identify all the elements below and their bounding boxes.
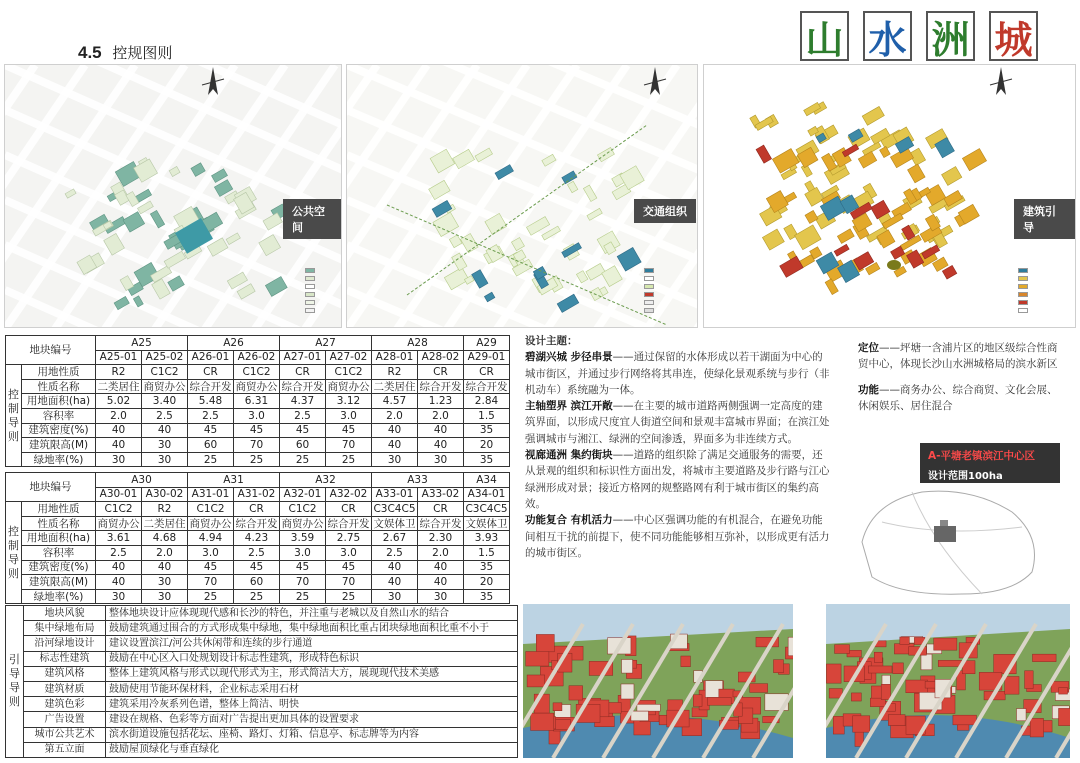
table-cell: C1C2 xyxy=(142,365,188,380)
table-row xyxy=(6,473,510,488)
plot-group: A33 xyxy=(372,473,464,488)
table-row xyxy=(6,712,518,727)
table-cell: 4.57 xyxy=(372,394,418,409)
control-table-a30-a34 xyxy=(5,472,510,604)
site-name: A-平塘老镇滨江中心区 xyxy=(928,450,1035,462)
row-label: 建筑密度(%) xyxy=(22,560,96,575)
logo xyxy=(800,11,1038,61)
table-cell: 70 xyxy=(234,438,280,453)
logo-char-shan: 山 xyxy=(800,11,849,61)
guide-row-label: 集中绿地布局 xyxy=(24,621,106,636)
table-cell: 35 xyxy=(464,452,510,467)
guide-row-text: 建筑采用冷灰系列色谱，整体上简洁、明快 xyxy=(106,697,518,712)
plot-id: A26-02 xyxy=(234,350,280,365)
plot-id: A25-02 xyxy=(142,350,188,365)
table-cell: 25 xyxy=(280,452,326,467)
table-cell: C1C2 xyxy=(96,502,142,517)
table-cell: 40 xyxy=(418,575,464,590)
table-cell: 综合开发 xyxy=(465,380,508,393)
table-cell: C3C4C5 xyxy=(465,502,508,515)
table-row xyxy=(6,438,510,453)
table-cell: 30 xyxy=(96,452,142,467)
table-cell: 40 xyxy=(418,423,464,438)
table-cell: 3.0 xyxy=(188,545,234,560)
table-cell: 文娱体卫 xyxy=(465,517,508,530)
table-row xyxy=(6,589,510,604)
table-row xyxy=(6,423,510,438)
map-public-space xyxy=(4,64,342,328)
design-theme-item: 功能复合 有机活力——中心区强调功能的有机混合，在避免功能间相互干扰的前提下，使不同功能能够相互弥补，以形成更有活力的城市街区。 xyxy=(525,514,830,559)
table-cell: R2 xyxy=(142,502,188,517)
table-cell: 30 xyxy=(372,452,418,467)
table-row xyxy=(6,545,510,560)
table-cell: 40 xyxy=(418,560,464,575)
table-cell: 30 xyxy=(142,438,188,453)
table-cell: 3.0 xyxy=(280,545,326,560)
section-number: 4.5 xyxy=(78,43,102,62)
table-row xyxy=(6,336,510,351)
map-legend xyxy=(1018,267,1028,315)
render-image-right xyxy=(826,604,1070,758)
table-cell: 2.0 xyxy=(418,408,464,423)
guide-side-label: 引导导则 xyxy=(6,606,24,758)
site-box xyxy=(920,443,1060,483)
table-cell: 1.23 xyxy=(418,394,464,409)
table-row xyxy=(6,560,510,575)
table-cell: 25 xyxy=(188,452,234,467)
guide-row-label: 建筑色彩 xyxy=(24,697,106,712)
guide-row-text: 鼓励建筑通过围合的方式形成集中绿地，集中绿地面积比重占团块绿地面积比重不小于 xyxy=(106,621,518,636)
table-row xyxy=(6,394,510,409)
plot-group: A26 xyxy=(188,336,280,351)
table-cell: 2.5 xyxy=(142,408,188,423)
table-cell: 2.0 xyxy=(96,408,142,423)
plot-id: A33-01 xyxy=(372,487,418,502)
table-row xyxy=(6,575,510,590)
table-cell: 二类居住 xyxy=(97,380,140,393)
plot-group: A25 xyxy=(96,336,188,351)
map-traffic xyxy=(346,64,698,328)
table-cell: 45 xyxy=(188,560,234,575)
guide-row-text: 鼓励屋顶绿化与垂直绿化 xyxy=(106,742,518,757)
guide-row-label: 地块风貌 xyxy=(24,606,106,621)
logo-char-zhou: 洲 xyxy=(926,11,975,61)
table-cell: 商贸办公 xyxy=(143,380,186,393)
row-label: 用地性质 xyxy=(22,365,96,380)
table-cell: 20 xyxy=(464,575,510,590)
plot-id: A28-01 xyxy=(372,350,418,365)
control-side-label: 控制导则 xyxy=(6,502,22,604)
table-cell: 2.5 xyxy=(372,545,418,560)
table-cell: 60 xyxy=(234,575,280,590)
plot-group: A34 xyxy=(464,473,510,488)
table-cell: 2.67 xyxy=(372,531,418,546)
table-cell: 3.61 xyxy=(96,531,142,546)
table-row xyxy=(6,408,510,423)
table-cell: CR xyxy=(326,502,372,517)
table-cell: 30 xyxy=(142,452,188,467)
table-cell: 25 xyxy=(234,452,280,467)
logo-char-cheng: 城 xyxy=(989,11,1038,61)
table-row xyxy=(6,742,518,757)
guide-row-text: 建议设置滨江/河公共休闲带和连续的步行通道 xyxy=(106,636,518,651)
guide-row-text: 整体地块设计应体现现代感和长沙的特色，并注重与老城以及自然山水的结合 xyxy=(106,606,518,621)
table-cell: 4.23 xyxy=(234,531,280,546)
plot-id: A29-01 xyxy=(464,350,510,365)
plot-number-label: 地块编号 xyxy=(6,336,96,365)
table-cell: 70 xyxy=(280,575,326,590)
table-cell: 2.5 xyxy=(96,545,142,560)
table-cell: 商贸办公 xyxy=(281,517,324,530)
table-cell: 二类居住 xyxy=(373,380,416,393)
row-label: 建筑密度(%) xyxy=(22,423,96,438)
guide-row-label: 城市公共艺术 xyxy=(24,727,106,742)
plot-group: A31 xyxy=(188,473,280,488)
row-label: 用地面积(ha) xyxy=(22,531,96,546)
table-cell: 25 xyxy=(326,452,372,467)
plot-id: A28-02 xyxy=(418,350,464,365)
plot-id: A32-01 xyxy=(280,487,326,502)
north-arrow-icon xyxy=(640,65,670,105)
table-cell: 70 xyxy=(326,438,372,453)
guide-row-label: 第五立面 xyxy=(24,742,106,757)
row-label: 用地面积(ha) xyxy=(22,394,96,409)
public-space-plan xyxy=(5,65,342,328)
table-cell: 45 xyxy=(188,423,234,438)
north-arrow-icon xyxy=(198,65,228,105)
table-cell: 2.0 xyxy=(418,545,464,560)
table-row xyxy=(6,727,518,742)
table-cell: C1C2 xyxy=(234,365,280,380)
map-building-guidance xyxy=(703,64,1076,328)
table-cell: 40 xyxy=(96,438,142,453)
table-cell: 2.5 xyxy=(188,408,234,423)
row-label: 建筑限高(M) xyxy=(22,575,96,590)
table-cell: 30 xyxy=(418,452,464,467)
plot-id: A25-01 xyxy=(96,350,142,365)
design-theme-item: 碧湖兴城 步径串景——通过保留的水体形成以若干湖面为中心的城市街区，并通过步行网络将其串连，使绿化景观系统与步行（非机动车）系统融为一体。 xyxy=(525,351,830,396)
plot-id: A26-01 xyxy=(188,350,234,365)
table-cell: 60 xyxy=(188,438,234,453)
site-range: 设计范围100ha xyxy=(928,471,1003,482)
plot-group: A29 xyxy=(464,336,510,351)
table-cell: 2.5 xyxy=(280,408,326,423)
map-label-traffic: 交通组织 xyxy=(634,199,696,223)
table-cell: CR xyxy=(418,502,464,517)
table-cell: 商贸办公 xyxy=(327,380,370,393)
plot-group: A27 xyxy=(280,336,372,351)
table-cell: 40 xyxy=(96,560,142,575)
guide-row-text: 建设在规格、色彩等方面对广告提出更加具体的设置要求 xyxy=(106,712,518,727)
table-cell: 70 xyxy=(188,575,234,590)
table-row xyxy=(6,621,518,636)
table-cell: 综合开发 xyxy=(281,380,324,393)
table-cell: 3.40 xyxy=(142,394,188,409)
table-cell: 20 xyxy=(464,438,510,453)
table-row xyxy=(6,636,518,651)
table-cell: 综合开发 xyxy=(235,517,278,530)
table-cell: 4.68 xyxy=(142,531,188,546)
table-cell: 3.0 xyxy=(326,545,372,560)
table-cell: C3C4C5 xyxy=(373,502,416,515)
table-cell: 综合开发 xyxy=(189,380,232,393)
row-label: 绿地率(%) xyxy=(22,452,96,467)
table-row xyxy=(6,531,510,546)
plot-number-label: 地块编号 xyxy=(6,473,96,502)
guide-row-label: 建筑风格 xyxy=(24,666,106,681)
table-cell: R2 xyxy=(96,365,142,380)
table-cell: 3.12 xyxy=(326,394,372,409)
plot-id: A32-02 xyxy=(326,487,372,502)
table-cell: 1.5 xyxy=(464,545,510,560)
table-cell: 2.84 xyxy=(464,394,510,409)
table-cell: CR xyxy=(280,365,326,380)
table-cell: 商贸办公 xyxy=(189,517,232,530)
table-cell: 40 xyxy=(372,438,418,453)
render-image-left xyxy=(523,604,793,758)
table-cell: 二类居住 xyxy=(143,517,186,530)
table-cell: 5.48 xyxy=(188,394,234,409)
plot-id: A34-01 xyxy=(464,487,510,502)
table-cell: 30 xyxy=(418,589,464,604)
table-cell: 综合开发 xyxy=(419,517,462,530)
table-cell: 45 xyxy=(280,423,326,438)
table-cell: CR xyxy=(418,365,464,380)
table-cell: 40 xyxy=(372,575,418,590)
plot-id: A27-01 xyxy=(280,350,326,365)
table-row xyxy=(6,365,510,380)
map-legend xyxy=(305,267,315,315)
table-cell: 35 xyxy=(464,589,510,604)
section-title xyxy=(78,42,172,63)
guide-row-text: 鼓励使用节能环保材料，企业标志采用石材 xyxy=(106,681,518,696)
table-cell: C1C2 xyxy=(280,502,326,517)
table-cell: 4.94 xyxy=(188,531,234,546)
table-cell: 25 xyxy=(188,589,234,604)
plot-id: A31-01 xyxy=(188,487,234,502)
map-label-building: 建筑引导 xyxy=(1014,199,1075,239)
table-cell: 商贸办公 xyxy=(235,380,278,393)
table-cell: 4.37 xyxy=(280,394,326,409)
table-row xyxy=(6,651,518,666)
table-cell: 2.0 xyxy=(372,408,418,423)
row-label: 用地性质 xyxy=(22,502,96,517)
table-cell: 35 xyxy=(464,423,510,438)
guide-row-text: 鼓励在中心区入口处规划设计标志性建筑，形成特色标识 xyxy=(106,651,518,666)
table-row xyxy=(6,606,518,621)
table-cell: C1C2 xyxy=(188,502,234,517)
table-cell: 商贸办公 xyxy=(97,517,140,530)
row-label: 性质名称 xyxy=(22,379,96,394)
control-table-a25-a29 xyxy=(5,335,510,467)
map-legend xyxy=(644,267,654,315)
guide-row-label: 广告设置 xyxy=(24,712,106,727)
table-cell: 45 xyxy=(234,423,280,438)
table-cell: 2.0 xyxy=(142,545,188,560)
guide-row-label: 标志性建筑 xyxy=(24,651,106,666)
guide-row-label: 沿河绿地设计 xyxy=(24,636,106,651)
positioning xyxy=(858,340,1063,414)
table-cell: 40 xyxy=(142,560,188,575)
design-theme-title: 设计主题： xyxy=(525,335,578,347)
table-cell: 1.5 xyxy=(464,408,510,423)
table-cell: 30 xyxy=(372,589,418,604)
table-cell: 3.93 xyxy=(464,531,510,546)
table-cell: 25 xyxy=(280,589,326,604)
design-theme xyxy=(525,333,833,561)
guide-table xyxy=(5,605,518,758)
guide-row-text: 整体上建筑风格与形式以现代形式为主，形式简洁大方，展现现代技术美感 xyxy=(106,666,518,681)
logo-char-shui: 水 xyxy=(863,11,912,61)
table-row xyxy=(6,666,518,681)
table-cell: CR xyxy=(234,502,280,517)
table-row xyxy=(6,516,510,531)
table-row xyxy=(6,697,518,712)
control-side-label: 控制导则 xyxy=(6,365,22,467)
map-label-public-space: 公共空间 xyxy=(283,199,341,239)
table-cell: 综合开发 xyxy=(327,517,370,530)
guide-row-text: 滨水街道设施包括花坛、座椅、路灯、灯箱、信息亭、标志牌等为内容 xyxy=(106,727,518,742)
table-cell: 40 xyxy=(96,575,142,590)
positioning-text: 定位——坪塘一含浦片区的地区级综合性商贸中心，体现长沙山水洲城格局的滨水新区 xyxy=(858,342,1058,371)
plot-group: A30 xyxy=(96,473,188,488)
table-cell: 2.75 xyxy=(326,531,372,546)
table-cell: R2 xyxy=(372,365,418,380)
table-cell: 45 xyxy=(326,560,372,575)
table-row xyxy=(6,681,518,696)
function-text: 功能——商务办公、综合商贸、文化会展、休闲娱乐、居住混合 xyxy=(858,383,1058,412)
table-cell: 40 xyxy=(96,423,142,438)
table-cell: 45 xyxy=(280,560,326,575)
table-cell: 40 xyxy=(372,423,418,438)
table-cell: 3.59 xyxy=(280,531,326,546)
row-label: 容积率 xyxy=(22,408,96,423)
table-cell: 35 xyxy=(464,560,510,575)
plot-id: A30-02 xyxy=(142,487,188,502)
table-cell: 文娱体卫 xyxy=(373,517,416,530)
row-label: 建筑限高(M) xyxy=(22,438,96,453)
section-title-text: 控规图则 xyxy=(112,44,173,62)
plot-group: A28 xyxy=(372,336,464,351)
row-label: 绿地率(%) xyxy=(22,589,96,604)
table-cell: 40 xyxy=(142,423,188,438)
table-cell: 45 xyxy=(234,560,280,575)
table-cell: 30 xyxy=(96,589,142,604)
plot-id: A31-02 xyxy=(234,487,280,502)
row-label: 性质名称 xyxy=(22,516,96,531)
row-label: 容积率 xyxy=(22,545,96,560)
table-cell: 3.0 xyxy=(234,408,280,423)
table-cell: 6.31 xyxy=(234,394,280,409)
table-row xyxy=(6,502,510,517)
table-row xyxy=(6,452,510,467)
table-cell: 25 xyxy=(234,589,280,604)
table-row xyxy=(6,379,510,394)
table-cell: 2.30 xyxy=(418,531,464,546)
table-cell: 30 xyxy=(142,589,188,604)
table-cell: 40 xyxy=(372,560,418,575)
plot-id: A33-02 xyxy=(418,487,464,502)
design-theme-item: 主轴塑界 滨江开敞——在主要的城市道路两侧强调一定高度的建筑界面，以形成尺度宜人街道空间和景观丰富城市界面；在滨江处强调城市与湘江、绿洲的空间渗透，界面多为非连续方式。 xyxy=(525,400,830,445)
table-cell: 综合开发 xyxy=(419,380,462,393)
table-cell: CR xyxy=(188,365,234,380)
table-cell: 60 xyxy=(280,438,326,453)
table-cell: CR xyxy=(464,365,510,380)
table-cell: 40 xyxy=(418,438,464,453)
table-cell: 2.5 xyxy=(234,545,280,560)
table-cell: 3.0 xyxy=(326,408,372,423)
location-map xyxy=(842,482,1062,600)
north-arrow-icon xyxy=(986,65,1016,105)
table-cell: C1C2 xyxy=(326,365,372,380)
table-cell: 45 xyxy=(326,423,372,438)
table-cell: 5.02 xyxy=(96,394,142,409)
table-cell: 70 xyxy=(326,575,372,590)
table-cell: 30 xyxy=(142,575,188,590)
guide-row-label: 建筑材质 xyxy=(24,681,106,696)
plot-id: A27-02 xyxy=(326,350,372,365)
table-cell: 25 xyxy=(326,589,372,604)
plot-id: A30-01 xyxy=(96,487,142,502)
plot-group: A32 xyxy=(280,473,372,488)
design-theme-item: 视廊通洲 集约街块——道路的组织除了满足交通服务的需要，还从景观的组织和标识性方面出发，将城市主要道路及步行路与江心绿洲形成对景；接近方格网的规整路网有利于城市街区的集约高效。 xyxy=(525,449,830,510)
